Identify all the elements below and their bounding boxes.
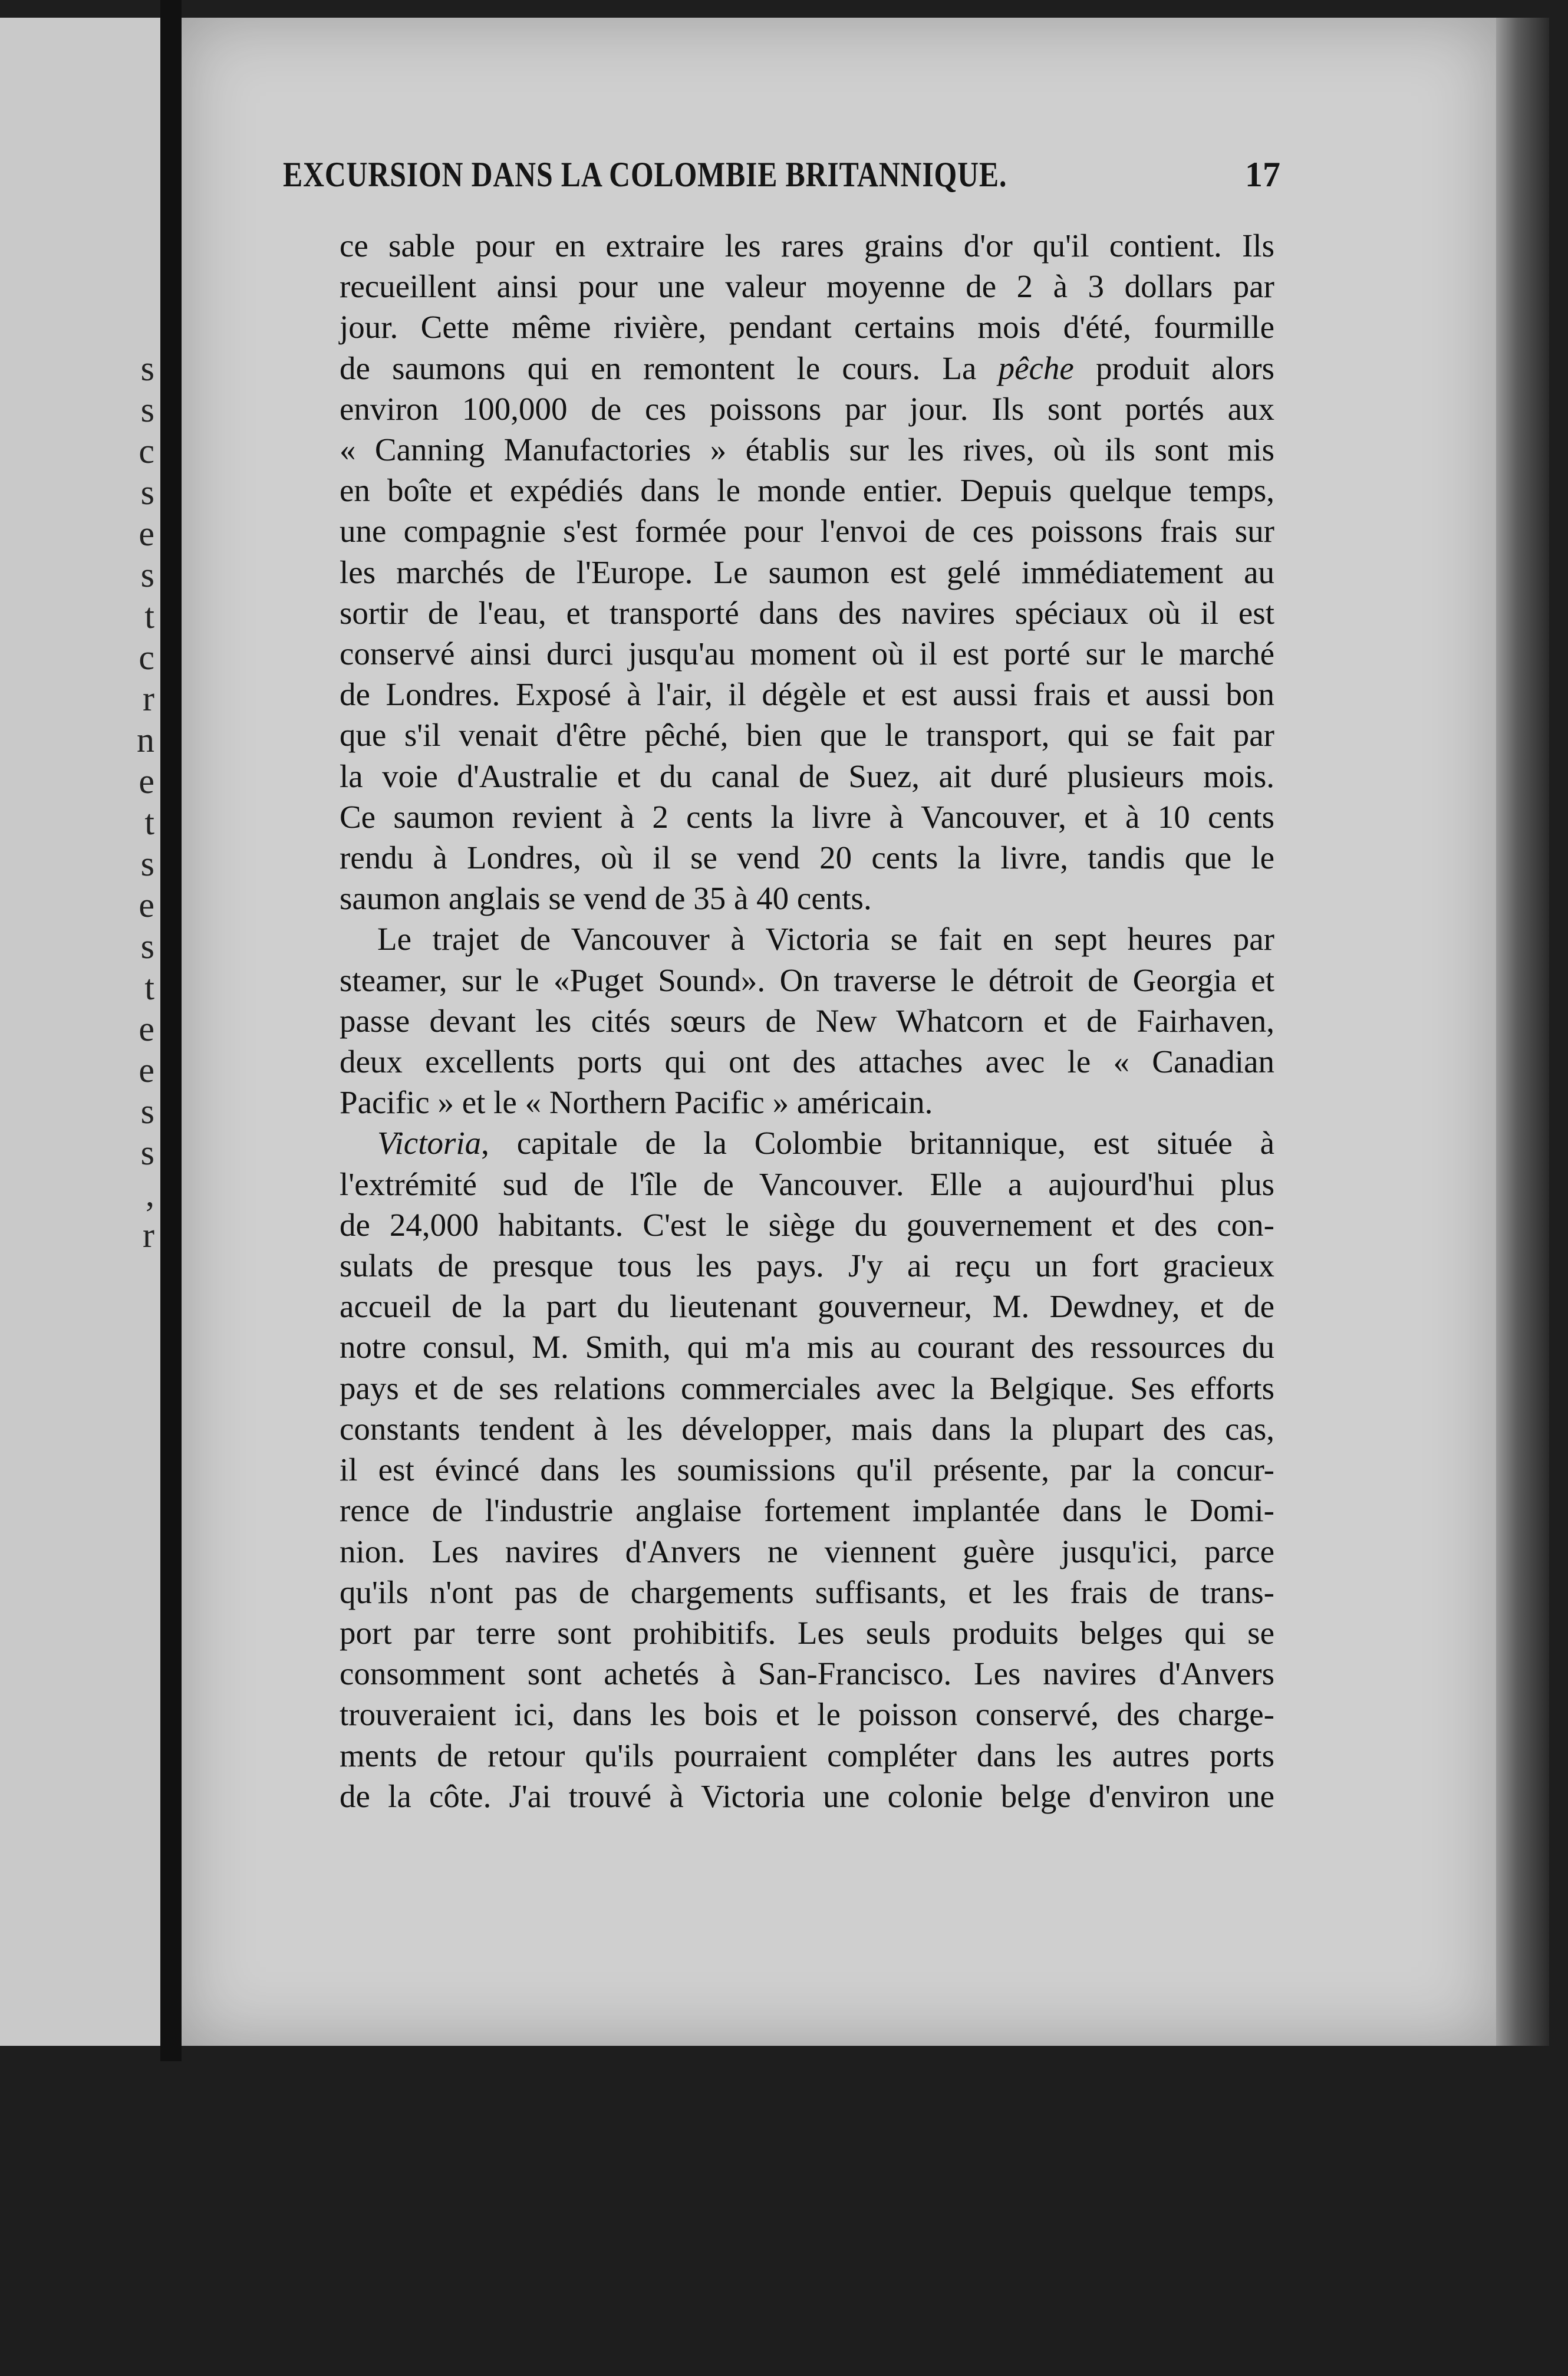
text-segment: une compagnie s'est formée pour l'envoi de ces poissons frais sur [340,513,1274,549]
text-line [340,1123,1274,1163]
body-text [340,225,1274,1816]
text-segment: Le trajet de Vancouver à Victoria se fait en sept heures par [377,921,1274,957]
text-line [340,756,1274,797]
text-line [340,1327,1274,1367]
text-segment: les marchés de l'Europe. Le saumon est gelé immédiatement au [340,554,1274,590]
text-line [340,1205,1274,1245]
facing-page-edge [0,18,160,2046]
italic-word: Victoria [377,1125,482,1161]
text-line [340,225,1274,266]
page-edge-shadow [1496,18,1549,2046]
text-segment: trouveraient ici, dans les bois et le poisson conservé, des charge- [340,1696,1274,1733]
text-line [340,1041,1274,1082]
text-line [340,470,1274,511]
text-line [340,1286,1274,1327]
text-line [340,633,1274,674]
text-segment: deux excellents ports qui ont des attaches avec le « Canadian [340,1044,1274,1080]
text-line [340,1082,1274,1123]
text-line [340,960,1274,1001]
facing-page-letter-fragments: s s c s e s t c r n e t s e s t e e s s , r [137,349,154,1255]
text-segment: la voie d'Australie et du canal de Suez, ait duré plusieurs mois. [340,758,1274,794]
text-segment: ments de retour qu'ils pourraient compléter dans les autres ports [340,1737,1274,1773]
text-line [340,552,1274,593]
text-segment: de Londres. Exposé à l'air, il dégèle et est aussi frais et aussi bon [340,676,1274,713]
text-segment: nion. Les navires d'Anvers ne viennent guère jusqu'ici, parce [340,1533,1274,1569]
text-segment: Ce saumon revient à 2 cents la livre à Vancouver, et à 10 cents [340,798,1274,835]
text-line [340,1735,1274,1776]
text-segment: conservé ainsi durci jusqu'au moment où il est porté sur le marché [340,636,1274,672]
text-line [340,1653,1274,1694]
text-line [340,1245,1274,1286]
text-segment: jour. Cette même rivière, pendant certains mois d'été, fourmille [340,309,1274,345]
text-segment: sortir de l'eau, et transporté dans des navires spéciaux où il est [340,594,1274,631]
text-segment: constants tendent à les développer, mais dans la plupart des cas, [340,1410,1274,1447]
text-line [340,389,1274,429]
text-segment: il est évincé dans les soumissions qu'il présente, par la concur- [340,1452,1274,1488]
text-line [340,919,1274,959]
text-line [340,1531,1274,1572]
text-segment: passe devant les cités sœurs de New Whatcorn et de Fairhaven, [340,1002,1274,1039]
page-number: 17 [1245,155,1280,194]
text-line [340,715,1274,755]
text-segment: ce sable pour en extraire les rares grains d'or qu'il contient. Ils [340,228,1274,264]
text-segment: de saumons qui en remontent le cours. La [340,350,977,386]
text-line [340,878,1274,919]
text-line [340,1612,1274,1653]
text-line [340,1776,1274,1816]
text-line [340,266,1274,307]
text-line [340,348,1274,389]
text-segment: l'extrémité sud de l'île de Vancouver. Elle a aujourd'hui plus [340,1166,1274,1202]
text-segment: environ 100,000 de ces poissons par jour. Ils sont portés aux [340,390,1274,427]
text-segment: que s'il venait d'être pêché, bien que le transport, qui se fait par [340,717,1274,753]
text-segment: , capitale de la Colombie britannique, est située à [481,1125,1274,1161]
text-segment: consomment sont achetés à San-Francisco. Les navires d'Anvers [340,1656,1274,1692]
text-segment: accueil de la part du lieutenant gouverneur, M. Dewdney, et de [340,1288,1274,1325]
text-line [340,511,1274,551]
text-line [340,797,1274,837]
text-segment: produit alors [1096,350,1275,386]
text-segment: de la côte. J'ai trouvé à Victoria une colonie belge d'environ une [340,1778,1274,1814]
text-line [340,1409,1274,1449]
text-segment: « Canning Manufactories » établis sur les rives, où ils sont mis [340,432,1274,468]
italic-word: pêche [998,350,1074,386]
text-line [340,1490,1274,1531]
text-line [340,1368,1274,1409]
text-line [340,1572,1274,1612]
running-title: EXCURSION DANS LA COLOMBIE BRITANNIQUE. [283,155,1007,194]
text-line [340,307,1274,347]
text-segment: en boîte et expédiés dans le monde entier. Depuis quelque temps, [340,472,1274,509]
text-line [340,1164,1274,1205]
text-segment: steamer, sur le «Puget Sound». On traverse le détroit de Georgia et [340,962,1274,998]
text-segment: rence de l'industrie anglaise fortement implantée dans le Domi- [340,1492,1274,1529]
text-line [340,593,1274,633]
text-segment: qu'ils n'ont pas de chargements suffisants, et les frais de trans- [340,1574,1274,1610]
text-line [340,1001,1274,1041]
text-segment: notre consul, M. Smith, qui m'a mis au courant des ressources du [340,1329,1274,1365]
text-segment: pays et de ses relations commerciales avec la Belgique. Ses efforts [340,1370,1274,1406]
text-segment: sulats de presque tous les pays. J'y ai reçu un fort gracieux [340,1248,1274,1284]
text-segment: rendu à Londres, où il se vend 20 cents la livre, tandis que le [340,840,1274,876]
text-segment: recueillent ainsi pour une valeur moyenne de 2 à 3 dollars par [340,268,1274,305]
text-segment: Pacific » et le « Northern Pacific » américain. [340,1084,933,1121]
text-line [340,1449,1274,1490]
text-segment: port par terre sont prohibitifs. Les seuls produits belges qui se [340,1614,1274,1651]
text-line [340,429,1274,470]
text-line [340,1694,1274,1735]
text-line [340,837,1274,878]
text-segment: saumon anglais se vend de 35 à 40 cents. [340,880,872,917]
text-segment: de 24,000 habitants. C'est le siège du gouvernement et des con- [340,1206,1274,1243]
text-line [340,674,1274,715]
